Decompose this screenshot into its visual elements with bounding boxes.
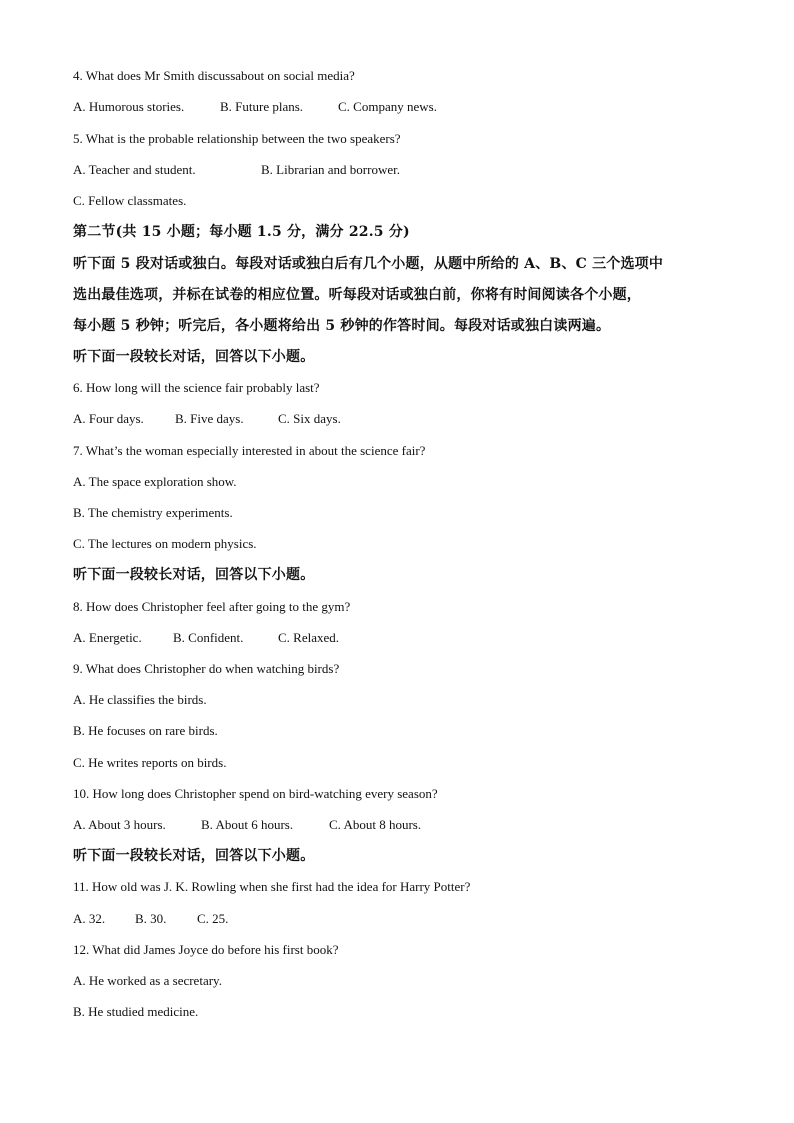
option-b: B. He focuses on rare birds. [73,723,218,738]
option-c: C. Six days. [278,411,341,426]
option-c: C. Company news. [338,99,437,114]
question-12: 12. What did James Joyce do before his first book? [73,942,339,957]
option-a: A. About 3 hours. [73,817,166,832]
option-b: B. Confident. [173,630,244,645]
dialogue-heading: 听下面一段较长对话，回答以下小题。 [73,567,315,583]
question-10-options [73,817,421,833]
option-c: C. The lectures on modern physics. [73,536,257,551]
question-9: 9. What does Christopher do when watching birds? [73,661,340,676]
question-5-options [73,162,400,178]
option-a: A. Humorous stories. [73,99,185,114]
dialogue-heading: 听下面一段较长对话，回答以下小题。 [73,848,315,864]
option-b: B. About 6 hours. [201,817,294,832]
instructions-line-3: 每小题 5 秒钟；听完后，各小题将给出 5 秒钟的作答时间。每段对话或独白读两遍。 [73,318,611,334]
option-a: A. He classifies the birds. [73,692,207,707]
option-b: B. Future plans. [220,99,304,114]
question-7: 7. What’s the woman especially interested in about the science fair? [73,443,426,458]
question-11: 11. How old was J. K. Rowling when she first had the idea for Harry Potter? [73,879,471,894]
section-heading: 第二节(共 15 小题；每小题 1.5 分，满分 22.5 分) [73,224,410,240]
option-b: B. Librarian and borrower. [261,162,400,177]
question-4-options [73,99,437,115]
dialogue-heading: 听下面一段较长对话，回答以下小题。 [73,349,315,365]
question-10: 10. How long does Christopher spend on bird-watching every season? [73,786,438,801]
option-a: A. 32. [73,911,106,926]
option-b: B. He studied medicine. [73,1004,199,1019]
option-c: C. 25. [197,911,229,926]
question-6: 6. How long will the science fair probably last? [73,380,320,395]
option-c: C. About 8 hours. [329,817,422,832]
question-6-options [73,411,341,427]
instructions-line-2: 选出最佳选项，并标在试卷的相应位置。听每段对话或独白前，你将有时间阅读各个小题， [73,287,641,303]
option-c: C. Fellow classmates. [73,193,187,208]
question-4: 4. What does Mr Smith discussabout on social media? [73,68,355,83]
option-b: B. The chemistry experiments. [73,505,233,520]
option-c: C. Relaxed. [278,630,340,645]
option-a: A. Four days. [73,411,144,426]
question-8-options [73,630,339,646]
option-b: B. 30. [135,911,167,926]
question-5: 5. What is the probable relationship between the two speakers? [73,131,401,146]
option-a: A. Teacher and student. [73,162,196,177]
option-a: A. The space exploration show. [73,474,237,489]
option-c: C. He writes reports on birds. [73,755,227,770]
option-a: A. He worked as a secretary. [73,973,222,988]
instructions-line-1: 听下面 5 段对话或独白。每段对话或独白后有几个小题，从题中所给的 A、B、C 三个选项中 [73,256,664,272]
option-b: B. Five days. [175,411,244,426]
question-8: 8. How does Christopher feel after going to the gym? [73,599,351,614]
question-11-options [73,911,228,927]
option-a: A. Energetic. [73,630,142,645]
